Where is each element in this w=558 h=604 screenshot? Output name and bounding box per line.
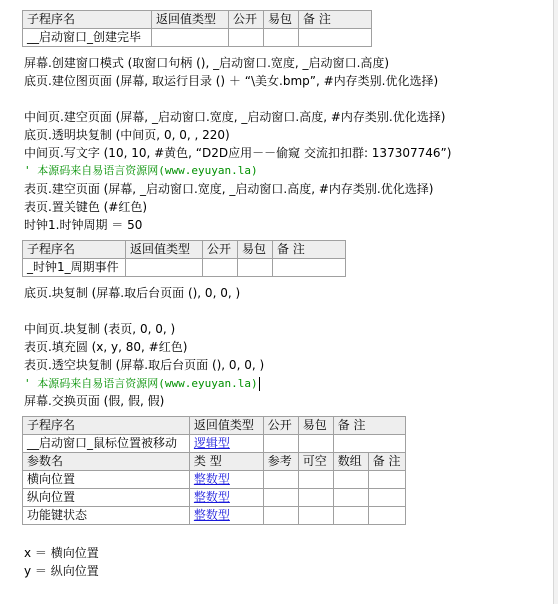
param-type-link[interactable]: 整数型 bbox=[193, 508, 230, 522]
text-caret bbox=[259, 377, 260, 391]
col-public: 公开 bbox=[203, 241, 238, 259]
col-array: 数组 bbox=[333, 453, 368, 471]
remark-cell[interactable] bbox=[273, 259, 346, 277]
param-type-link[interactable]: 整数型 bbox=[193, 472, 230, 486]
code-line[interactable]: 时钟1.时钟周期 ＝ 50 bbox=[24, 218, 143, 232]
return-type-cell[interactable] bbox=[189, 435, 263, 453]
code-line[interactable]: 底页.透明块复制 (中间页, 0, 0, , 220) bbox=[24, 128, 230, 142]
param-row[interactable] bbox=[23, 489, 406, 507]
code-line[interactable]: 底页.建位图页面 (屏幕, 取运行目录 () ＋ “\美女.bmp”, #内存类别.优化选择) bbox=[24, 74, 439, 88]
col-easy-pack: 易包 bbox=[238, 241, 273, 259]
col-remark: 备 注 bbox=[299, 11, 372, 29]
code-line[interactable]: 中间页.块复制 (表页, 0, 0, ) bbox=[24, 322, 176, 336]
vertical-scrollbar[interactable] bbox=[553, 0, 558, 604]
reference-cell[interactable] bbox=[263, 489, 298, 507]
col-easy-pack: 易包 bbox=[264, 11, 299, 29]
param-remark-cell[interactable] bbox=[368, 507, 405, 525]
col-subroutine-name: 子程序名 bbox=[23, 11, 152, 29]
table-row[interactable] bbox=[23, 435, 406, 453]
code-line[interactable]: 表页.填充圆 (x, y, 80, #红色) bbox=[24, 340, 188, 354]
col-param-remark: 备 注 bbox=[368, 453, 405, 471]
code-line[interactable]: x ＝ 横向位置 bbox=[24, 546, 99, 560]
code-comment-line[interactable] bbox=[24, 374, 260, 392]
nullable-cell[interactable] bbox=[298, 471, 333, 489]
param-type-link[interactable]: 整数型 bbox=[193, 490, 230, 504]
param-name-cell[interactable]: 功能键状态 bbox=[23, 507, 190, 525]
col-nullable: 可空 bbox=[298, 453, 333, 471]
reference-cell[interactable] bbox=[263, 471, 298, 489]
nullable-cell[interactable] bbox=[298, 507, 333, 525]
public-cell[interactable] bbox=[203, 259, 238, 277]
param-remark-cell[interactable] bbox=[368, 489, 405, 507]
subroutine-table-startup bbox=[22, 10, 372, 47]
easy-pack-cell[interactable] bbox=[298, 435, 333, 453]
param-name-cell[interactable]: 横向位置 bbox=[23, 471, 190, 489]
col-return-type: 返回值类型 bbox=[126, 241, 203, 259]
col-public: 公开 bbox=[229, 11, 264, 29]
return-type-cell[interactable] bbox=[152, 29, 229, 47]
param-remark-cell[interactable] bbox=[368, 471, 405, 489]
code-line[interactable]: 中间页.写文字 (10, 10, #黄色, “D2D应用－－偷窥 交流扣扣群: 137307746”) bbox=[24, 146, 452, 160]
subroutine-name-cell[interactable]: __启动窗口_创建完毕 bbox=[23, 29, 152, 47]
code-line[interactable]: 中间页.建空页面 (屏幕, _启动窗口.宽度, _启动窗口.高度, #内存类别.优化选择) bbox=[24, 110, 446, 124]
col-return-type: 返回值类型 bbox=[152, 11, 229, 29]
param-name-cell[interactable]: 纵向位置 bbox=[23, 489, 190, 507]
param-header-row bbox=[23, 453, 406, 471]
code-line[interactable]: 表页.透空块复制 (屏幕.取后台页面 (), 0, 0, ) bbox=[24, 358, 265, 372]
remark-cell[interactable] bbox=[333, 435, 405, 453]
col-remark: 备 注 bbox=[273, 241, 346, 259]
subroutine-table-timer bbox=[22, 240, 346, 277]
easy-pack-cell[interactable] bbox=[264, 29, 299, 47]
public-cell[interactable] bbox=[229, 29, 264, 47]
col-param-name: 参数名 bbox=[23, 453, 190, 471]
subroutine-name-cell[interactable]: _时钟1_周期事件 bbox=[23, 259, 126, 277]
col-return-type: 返回值类型 bbox=[189, 417, 263, 435]
param-type-cell[interactable] bbox=[189, 471, 263, 489]
code-line[interactable]: 表页.置关键色 (#红色) bbox=[24, 200, 148, 214]
return-type-cell[interactable] bbox=[126, 259, 203, 277]
param-row[interactable] bbox=[23, 507, 406, 525]
code-line[interactable]: 屏幕.交换页面 (假, 假, 假) bbox=[24, 394, 165, 408]
code-line[interactable]: y ＝ 纵向位置 bbox=[24, 564, 99, 578]
param-type-cell[interactable] bbox=[189, 489, 263, 507]
table-header-row bbox=[23, 417, 406, 435]
code-line[interactable]: 底页.块复制 (屏幕.取后台页面 (), 0, 0, ) bbox=[24, 286, 241, 300]
col-subroutine-name: 子程序名 bbox=[23, 417, 190, 435]
public-cell[interactable] bbox=[263, 435, 298, 453]
col-reference: 参考 bbox=[263, 453, 298, 471]
col-subroutine-name: 子程序名 bbox=[23, 241, 126, 259]
col-param-type: 类 型 bbox=[189, 453, 263, 471]
remark-cell[interactable] bbox=[299, 29, 372, 47]
return-type-link[interactable]: 逻辑型 bbox=[193, 436, 230, 450]
subroutine-name-cell[interactable]: __启动窗口_鼠标位置被移动 bbox=[23, 435, 190, 453]
table-row[interactable] bbox=[23, 259, 346, 277]
nullable-cell[interactable] bbox=[298, 489, 333, 507]
comment-text: ' 本源码来自易语言资源网(www.eyuyan.la) bbox=[24, 377, 258, 390]
col-easy-pack: 易包 bbox=[298, 417, 333, 435]
param-type-cell[interactable] bbox=[189, 507, 263, 525]
array-cell[interactable] bbox=[333, 471, 368, 489]
code-line[interactable]: 表页.建空页面 (屏幕, _启动窗口.宽度, _启动窗口.高度, #内存类别.优化选择) bbox=[24, 182, 434, 196]
col-remark: 备 注 bbox=[333, 417, 405, 435]
subroutine-table-mouse-move bbox=[22, 416, 406, 525]
array-cell[interactable] bbox=[333, 507, 368, 525]
table-header-row bbox=[23, 241, 346, 259]
col-public: 公开 bbox=[263, 417, 298, 435]
easy-pack-cell[interactable] bbox=[238, 259, 273, 277]
reference-cell[interactable] bbox=[263, 507, 298, 525]
table-row[interactable] bbox=[23, 29, 372, 47]
code-comment-line[interactable]: ' 本源码来自易语言资源网(www.eyuyan.la) bbox=[24, 164, 258, 177]
table-header-row bbox=[23, 11, 372, 29]
code-line[interactable]: 屏幕.创建窗口模式 (取窗口句柄 (), _启动窗口.宽度, _启动窗口.高度) bbox=[24, 56, 390, 70]
array-cell[interactable] bbox=[333, 489, 368, 507]
param-row[interactable] bbox=[23, 471, 406, 489]
